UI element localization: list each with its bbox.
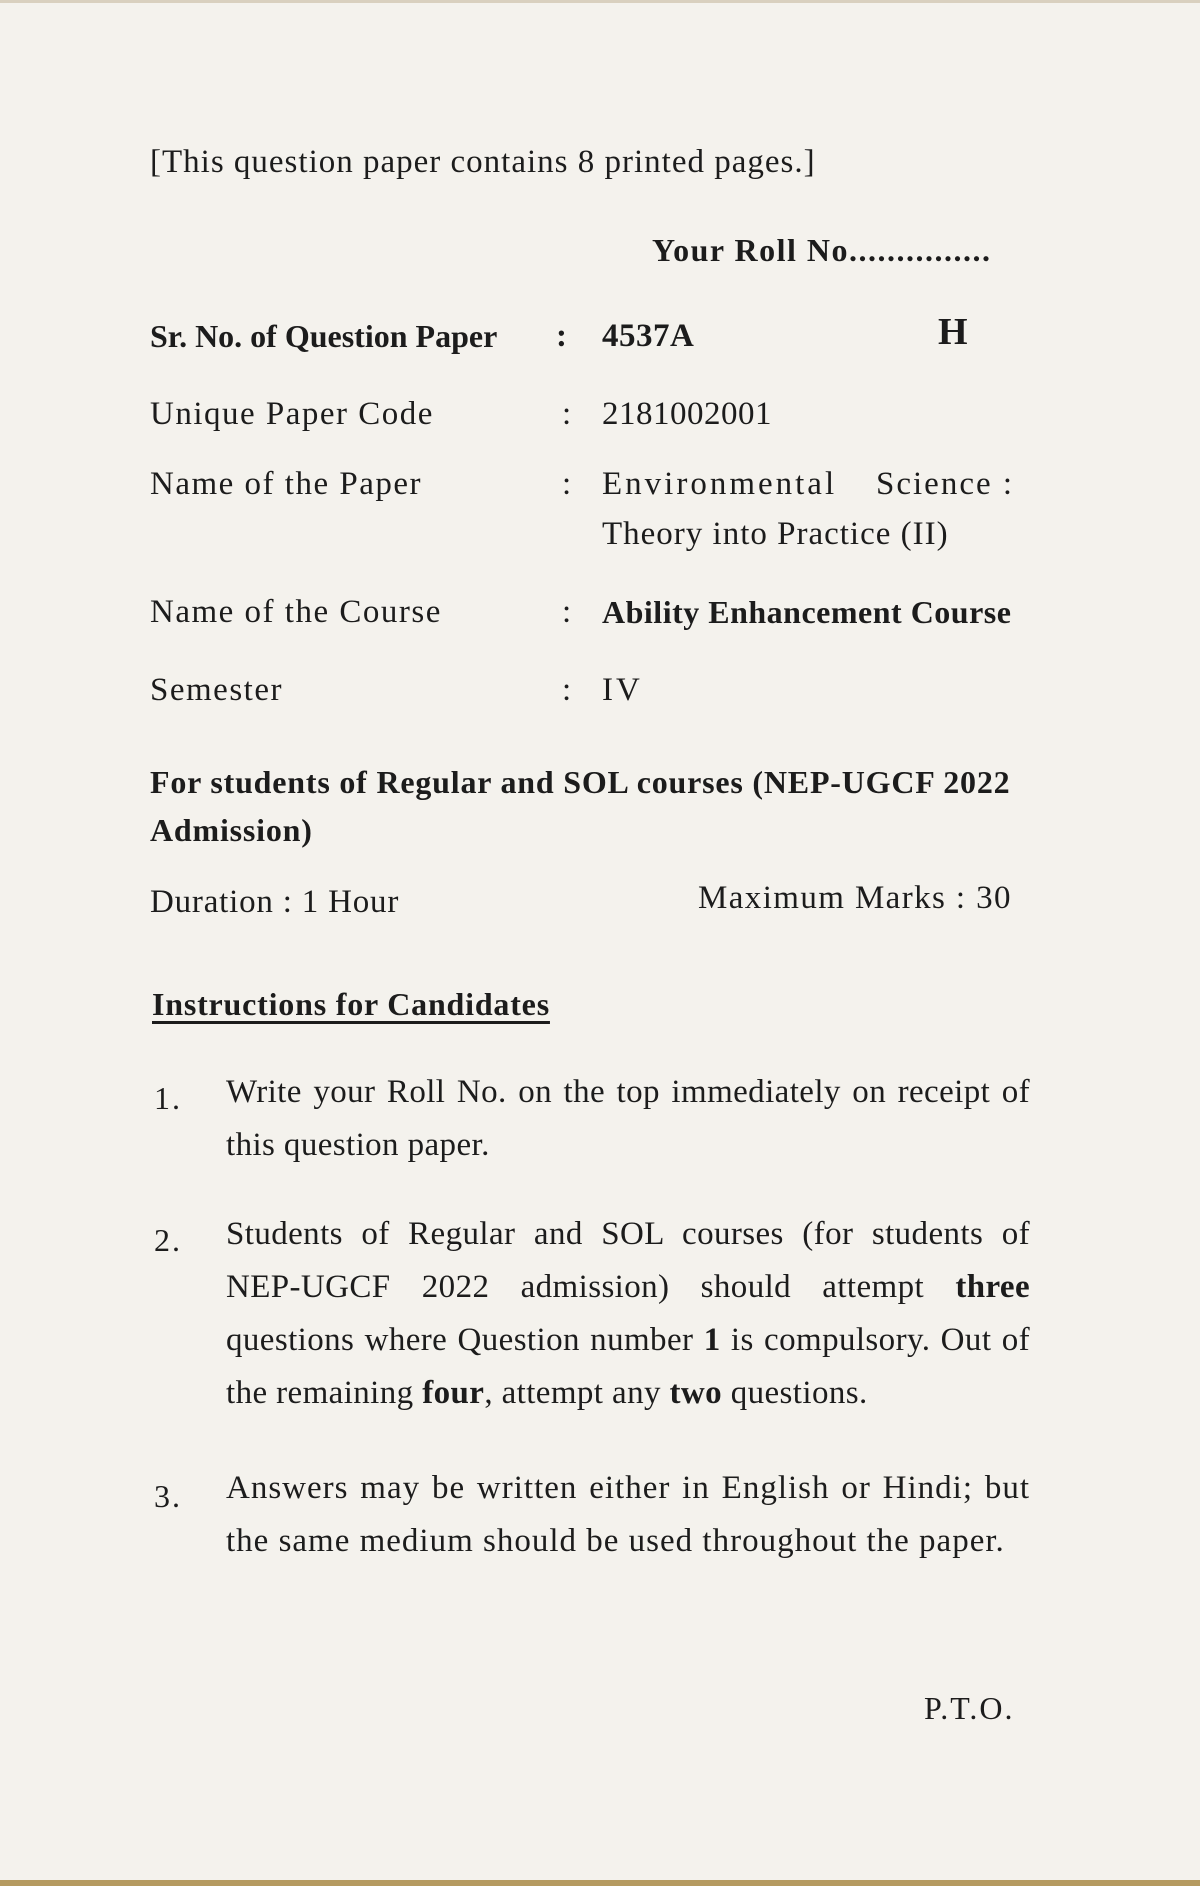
sr-no-label: Sr. No. of Question Paper [150, 318, 498, 354]
instructions-heading: Instructions for Candidates [152, 986, 550, 1022]
instruction-emphasis: two [669, 1375, 723, 1411]
instruction-number: 2. [154, 1222, 182, 1258]
instruction-text: Answers may be written either in English or Hindi; but the same medium should be used throughout the paper. [226, 1470, 1030, 1559]
colon: : [562, 466, 572, 502]
instruction-text-part: , attempt any [484, 1375, 670, 1411]
instruction-text-part: questions. [722, 1375, 868, 1411]
upc-label: Unique Paper Code [150, 396, 434, 432]
instruction-number: 1. [154, 1080, 182, 1116]
instruction-emphasis: three [955, 1269, 1030, 1305]
instruction-text-part: Students of Regular and SOL courses (for students of NEP-UGCF 2022 admission) should attempt [226, 1216, 1030, 1305]
paper-name-label: Name of the Paper [150, 466, 422, 502]
instruction-text [226, 1208, 1030, 1420]
instruction-text-part: questions where Question number [226, 1322, 704, 1358]
maximum-marks: Maximum Marks : 30 [698, 880, 1012, 916]
colon: : [562, 396, 572, 432]
instruction-emphasis: 1 [703, 1322, 721, 1358]
page-top-edge [0, 0, 1200, 3]
colon: : [556, 318, 568, 354]
instruction-text-part: is compulsory. Out of the remaining [226, 1322, 1030, 1411]
course-name-value: Ability Enhancement Course [602, 594, 1012, 630]
paper-name-value-part2: Science : [876, 466, 1015, 502]
paper-name-value-part1: Environmental [602, 466, 838, 502]
pages-note: [This question paper contains 8 printed pages.] [150, 144, 816, 180]
duration: Duration : 1 Hour [150, 884, 400, 920]
semester-value: IV [602, 672, 643, 708]
roll-number-field: Your Roll No............... [652, 232, 992, 268]
instruction-text: Write your Roll No. on the top immediately on receipt of this question paper. [226, 1074, 1030, 1163]
course-name-label: Name of the Course [150, 594, 442, 630]
sr-no-value: 4537A [602, 318, 695, 354]
semester-label: Semester [150, 672, 283, 708]
students-eligibility-note: For students of Regular and SOL courses (NEP-UGCF 2022 Admission) [150, 764, 1011, 848]
set-letter: H [938, 311, 968, 353]
upc-value: 2181002001 [602, 396, 772, 432]
page-bottom-edge [0, 1880, 1200, 1886]
colon: : [562, 672, 572, 708]
paper-name-value-line2: Theory into Practice (II) [602, 516, 949, 552]
please-turn-over: P.T.O. [924, 1690, 1015, 1726]
instruction-emphasis: four [422, 1375, 485, 1411]
instruction-number: 3. [154, 1478, 182, 1514]
colon: : [562, 594, 572, 630]
